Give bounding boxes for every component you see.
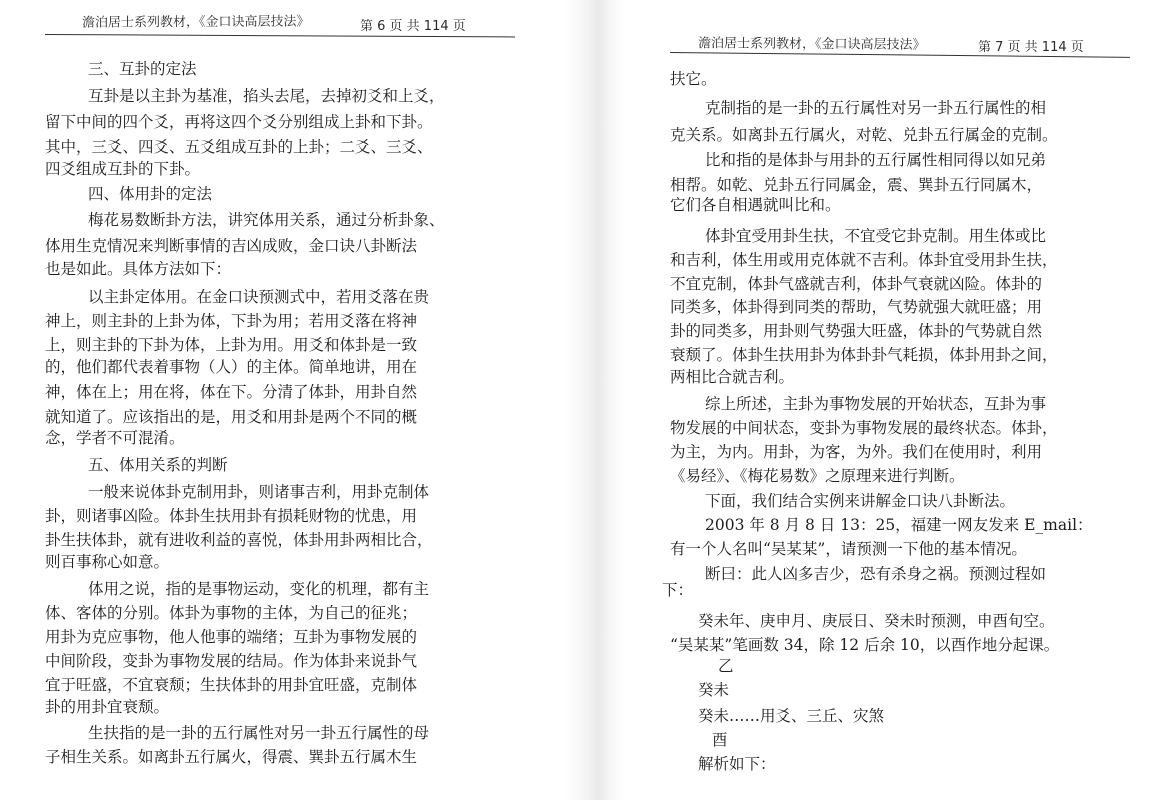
text-line: 神，体在上；用在将，体在下。分清了体卦，用卦自然 [45, 383, 418, 401]
text-line: 下： [662, 581, 694, 599]
text-line: 卦的同类多，用卦则气势强大旺盛，体卦的气势就自然 [670, 322, 1043, 340]
text-line: 解析如下： [698, 755, 776, 773]
text-line: 断曰：此人凶多吉少，恐有杀身之祸。预测过程如 [705, 565, 1047, 583]
page-header-number: 第 7 页 共 114 页 [978, 40, 1084, 55]
text-line: 则百事称心如意。 [45, 553, 170, 571]
text-line: 卦生扶体卦，就有进收利益的喜悦，体卦用卦两相比合， [45, 531, 433, 549]
text-line: 衰颓了。体卦生扶用卦为体卦卦气耗损，体卦用卦之间， [670, 346, 1058, 364]
text-line: 物发展的中间状态，变卦为事物发展的最终状态。体卦， [670, 419, 1058, 437]
text-line: 念，学者不可混淆。 [45, 429, 185, 447]
text-line: 一般来说体卦克制用卦，则诸事吉利，用卦克制体 [88, 483, 430, 501]
text-line: 有一个人名叫“吴某某”，请预测一下他的基本情况。 [670, 540, 1027, 558]
text-line: 子相生关系。如离卦五行属火，得震、巽卦五行属木生 [45, 748, 418, 766]
page-header-series: 澹泊居士系列教材，《金口诀高层技法》 [81, 14, 310, 31]
text-line: 互卦是以主卦为基准，掐头去尾，去掉初爻和上爻， [88, 87, 445, 105]
text-line: 和吉利，体生用或用克体就不吉利。体卦宜受用卦生扶， [670, 251, 1058, 269]
text-line: 就知道了。应该指出的是，用爻和用卦是两个不同的概 [45, 408, 418, 426]
text-line: 体卦宜受用卦生扶，不宜受它卦克制。用生体或比 [705, 227, 1047, 245]
text-line: 卦的用卦宜衰颓。 [45, 698, 170, 716]
section-heading: 三、互卦的定法 [88, 60, 197, 78]
text-line: 体用生克情况来判断事情的吉凶成败，金口诀八卦断法 [45, 237, 418, 255]
text-line: 《易经》、《梅花易数》之原理来进行判断。 [670, 467, 965, 485]
text-line: 中间阶段，变卦为事物发展的结局。作为体卦来说卦气 [45, 652, 418, 670]
text-line: 用卦为克应事物，他人他事的端绪；互卦为事物发展的 [45, 628, 418, 646]
text-line: 宜于旺盛，不宜衰颓；生扶体卦的用卦宜旺盛，克制体 [45, 676, 418, 694]
text-line: 它们各自相遇就叫比和。 [670, 196, 841, 214]
text-line: 也是如此。具体方法如下： [45, 260, 232, 278]
text-line: 留下中间的四个爻，再将这四个爻分别组成上卦和下卦。 [45, 113, 433, 131]
text-line: 两相比合就吉利。 [670, 368, 795, 386]
page-header-series: 澹泊居士系列教材，《金口诀高层技法》 [697, 36, 926, 53]
header-rule [45, 34, 515, 37]
text-line: 癸未年、庚申月、庚辰日、癸未时预测，申酉旬空。 [698, 612, 1055, 630]
page-header-number: 第 6 页 共 114 页 [360, 19, 466, 34]
right-page [600, 0, 1155, 800]
text-line: 神上，则主卦的上卦为体，下卦为用；若用爻落在将神 [45, 312, 418, 330]
text-line: 下面，我们结合实例来讲解金口诀八卦断法。 [705, 492, 1016, 510]
text-line: 其中，三爻、四爻、五爻组成互卦的上卦；二爻、三爻、 [45, 138, 433, 156]
lesson-chart-line: 酉 [712, 731, 728, 749]
text-line: 卦，则诸事凶险。体卦生扶用卦有损耗财物的忧患，用 [45, 507, 418, 525]
text-line: 梅花易数断卦方法，讲究体用关系，通过分析卦象、 [88, 211, 445, 229]
lesson-chart-line: 乙 [718, 657, 734, 675]
text-line: 克制指的是一卦的五行属性对另一卦五行属性的相 [705, 99, 1047, 117]
text-line: 生扶指的是一卦的五行属性对另一卦五行属性的母 [88, 724, 430, 742]
lesson-chart-line: 癸未 [698, 681, 730, 699]
text-line: 克关系。如离卦五行属火，对乾、兑卦五行属金的克制。 [670, 126, 1058, 144]
text-line: 同类多，体卦得到同类的帮助，气势就强大就旺盛；用 [670, 298, 1043, 316]
text-line: 体、客体的分别。体卦为事物的主体，为自己的征兆； [45, 604, 418, 622]
section-heading: 四、体用卦的定法 [88, 185, 213, 203]
text-line: 不宜克制，体卦气盛就吉利，体卦气衰就凶险。体卦的 [670, 275, 1043, 293]
text-line: 上，则主卦的下卦为体，上卦为用。用爻和体卦是一致 [45, 336, 418, 354]
section-heading: 五、体用关系的判断 [88, 456, 228, 474]
text-line: 的，他们都代表着事物（人）的主体。简单地讲，用在 [45, 358, 418, 376]
text-line: 以主卦定体用。在金口诀预测式中，若用爻落在贵 [88, 288, 430, 306]
lesson-chart-line: 癸未……用爻、三丘、灾煞 [698, 707, 885, 725]
text-line: 为主，为内。用卦，为客，为外。我们在使用时，利用 [670, 443, 1043, 461]
text-line: “吴某某”笔画数 34，除 12 后余 10，以酉作地分起课。 [670, 636, 1060, 654]
text-line: 2003 年 8 月 8 日 13：25，福建一网友发来 E_mail： [705, 516, 1093, 534]
text-line: 比和指的是体卦与用卦的五行属性相同得以如兄弟 [705, 151, 1047, 169]
text-line: 扶它。 [670, 70, 717, 88]
text-line: 相帮。如乾、兑卦五行同属金，震、巽卦五行同属木， [670, 176, 1043, 194]
left-page [0, 0, 575, 800]
text-line: 综上所述，主卦为事物发展的开始状态，互卦为事 [705, 395, 1047, 413]
text-line: 体用之说，指的是事物运动，变化的机理，都有主 [88, 580, 430, 598]
text-line: 四爻组成互卦的下卦。 [45, 160, 201, 178]
